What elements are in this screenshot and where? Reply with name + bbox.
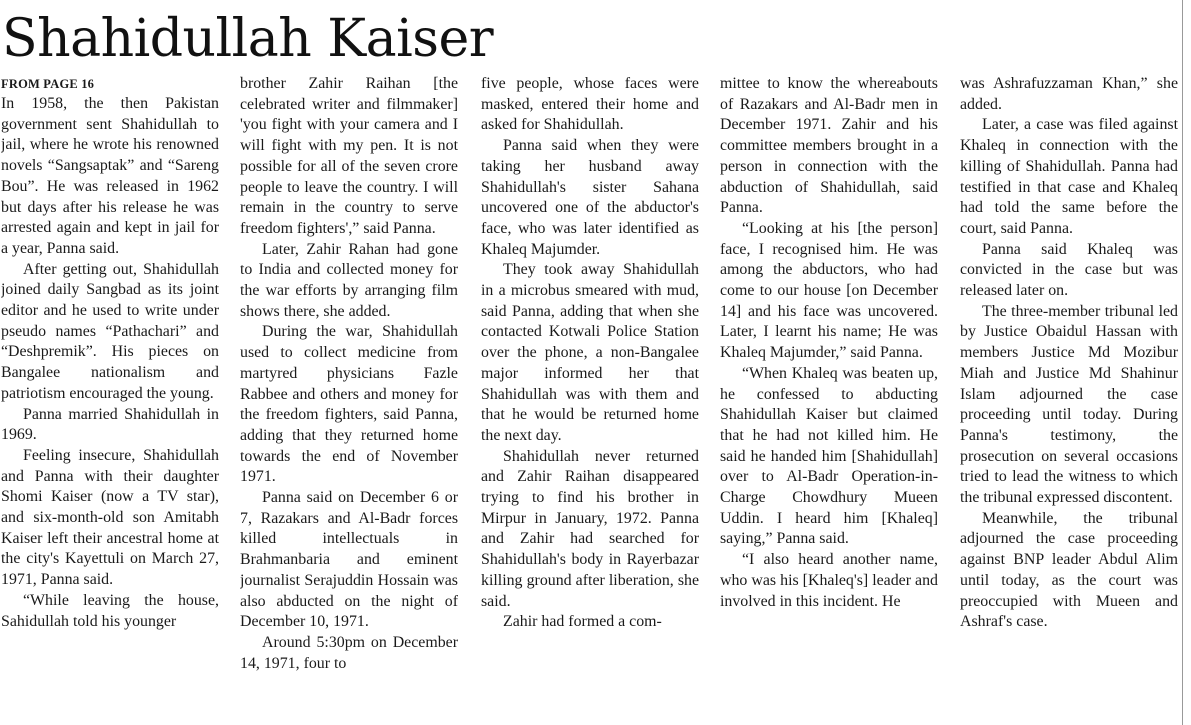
article-column-4 (720, 74, 938, 725)
paragraph: “When Khaleq was beaten up, he confessed to abducting Shahidullah Kaiser but claimed that he had not killed him. He said he handed him [Shahidullah] over to Al-Badr Operation-in-Charge Chowdhury Mueen Uddin. I heard him [Khaleq] saying,” Panna said. (720, 364, 938, 548)
article-column-5 (960, 74, 1178, 725)
paragraph: In 1958, the then Pakistan government sent Shahidullah to jail, where he wrote his renowned novels “Sangsaptak” and “Sareng Bou”. He was released in 1962 but days after his release he was arrested again and kept in jail for a year, Panna said. (1, 95, 219, 257)
paragraph: Panna married Shahidullah in 1969. (1, 405, 219, 444)
article-column-3 (481, 74, 699, 725)
paragraph: Zahir had formed a com- (503, 613, 662, 631)
article-column-1 (1, 74, 219, 725)
paragraph: Shahidullah never returned and Zahir Raihan disappeared trying to find his brother in Mirpur in January, 1972. Panna and Zahir had searched for Shahidullah's body in Rayerbazar killing ground after liberation, she said. (481, 447, 699, 610)
paragraph: They took away Shahidullah in a microbus smeared with mud, said Panna, adding that when she contacted Kotwali Police Station over the phone, a non-Bangalee major informed her that Shahidullah was with them and that he would be returned home the next day. (481, 261, 699, 444)
paragraph: The three-member tribunal led by Justice Obaidul Hassan with members Justice Md Mozibur Miah and Justice Md Shahinur Islam adjourned the case proceeding until today. During Panna's testimony, the prosecution on several occasions tried to lead the witness to which the tribunal expressed discontent. (960, 302, 1178, 507)
paragraph: After getting out, Shahidullah joined daily Sangbad as its joint editor and he used to write under pseudo names “Pathachari” and “Deshpremik”. His pieces on Bangalee nationalism and patriotism encouraged the young. (1, 260, 219, 402)
paragraph: Panna said Khaleq was convicted in the case but was released later on. (960, 240, 1178, 300)
continued-from-label: FROM PAGE 16 (1, 77, 95, 91)
column-rule (1182, 0, 1183, 725)
paragraph: brother Zahir Raihan [the celebrated writer and filmmaker] 'you fight with your camera and I will fight with my pen. It is not possible for all of the seven crore people to leave the country. I will remain in the country to serve freedom fighters',” said Panna. (240, 75, 458, 237)
article-column-2 (240, 74, 458, 725)
paragraph: Later, Zahir Rahan had gone to India and collected money for the war efforts by arranging film shows there, she added. (240, 240, 458, 320)
paragraph: five people, whose faces were masked, entered their home and asked for Shahidullah. (481, 75, 699, 134)
paragraph: mittee to know the whereabouts of Razakars and Al-Badr men in December 1971. Zahir and his committee members brought in a person in connection with the abduction of Shahidullah, said Panna. (720, 75, 938, 217)
paragraph: Panna said on December 6 or 7, Razakars and Al-Badr forces killed intellectuals in Brahmanbaria and eminent journalist Serajuddin Hossain was also abducted on the night of December 10, 1971. (240, 489, 458, 631)
paragraph: was Ashrafuzzaman Khan,” she added. (960, 75, 1178, 113)
paragraph: “While leaving the house, Sahidullah told his younger (1, 591, 219, 630)
paragraph: Feeling insecure, Shahidullah and Panna with their daughter Shomi Kaiser (now a TV star), and six-month-old son Amitabh Kaiser left their ancestral home at the city's Kayettuli on March 27, 1971, Panna said. (1, 446, 219, 589)
paragraph: During the war, Shahidullah used to collect medicine from martyred physicians Fazle Rabbee and others and money for the freedom fighters, said Panna, adding that they returned home towards the end of November 1971. (240, 323, 458, 486)
paragraph: “I also heard another name, who was his [Khaleq's] leader and involved in this incident. He (720, 551, 938, 610)
paragraph: Panna said when they were taking her husband away Shahidullah's sister Sahana uncovered one of the abductor's face, who was later identified as Khaleq Majumder. (481, 137, 699, 258)
article-headline: Shahidullah Kaiser (2, 9, 494, 69)
paragraph: Meanwhile, the tribunal adjourned the case proceeding against BNP leader Abdul Alim until today, as the court was preoccupied with Mueen and Ashraf's case. (960, 509, 1178, 631)
paragraph: Around 5:30pm on December 14, 1971, four to (240, 633, 458, 672)
paragraph: “Looking at his [the person] face, I recognised him. He was among the abductors, who had come to our house [on December 14] and his face was uncovered. Later, I learnt his name; He was Khaleq Majumder,” said Panna. (720, 219, 938, 362)
paragraph: Later, a case was filed against Khaleq in connection with the killing of Shahidullah. Panna had testified in that case and Khaleq had told the same before the court, said Panna. (960, 116, 1178, 237)
